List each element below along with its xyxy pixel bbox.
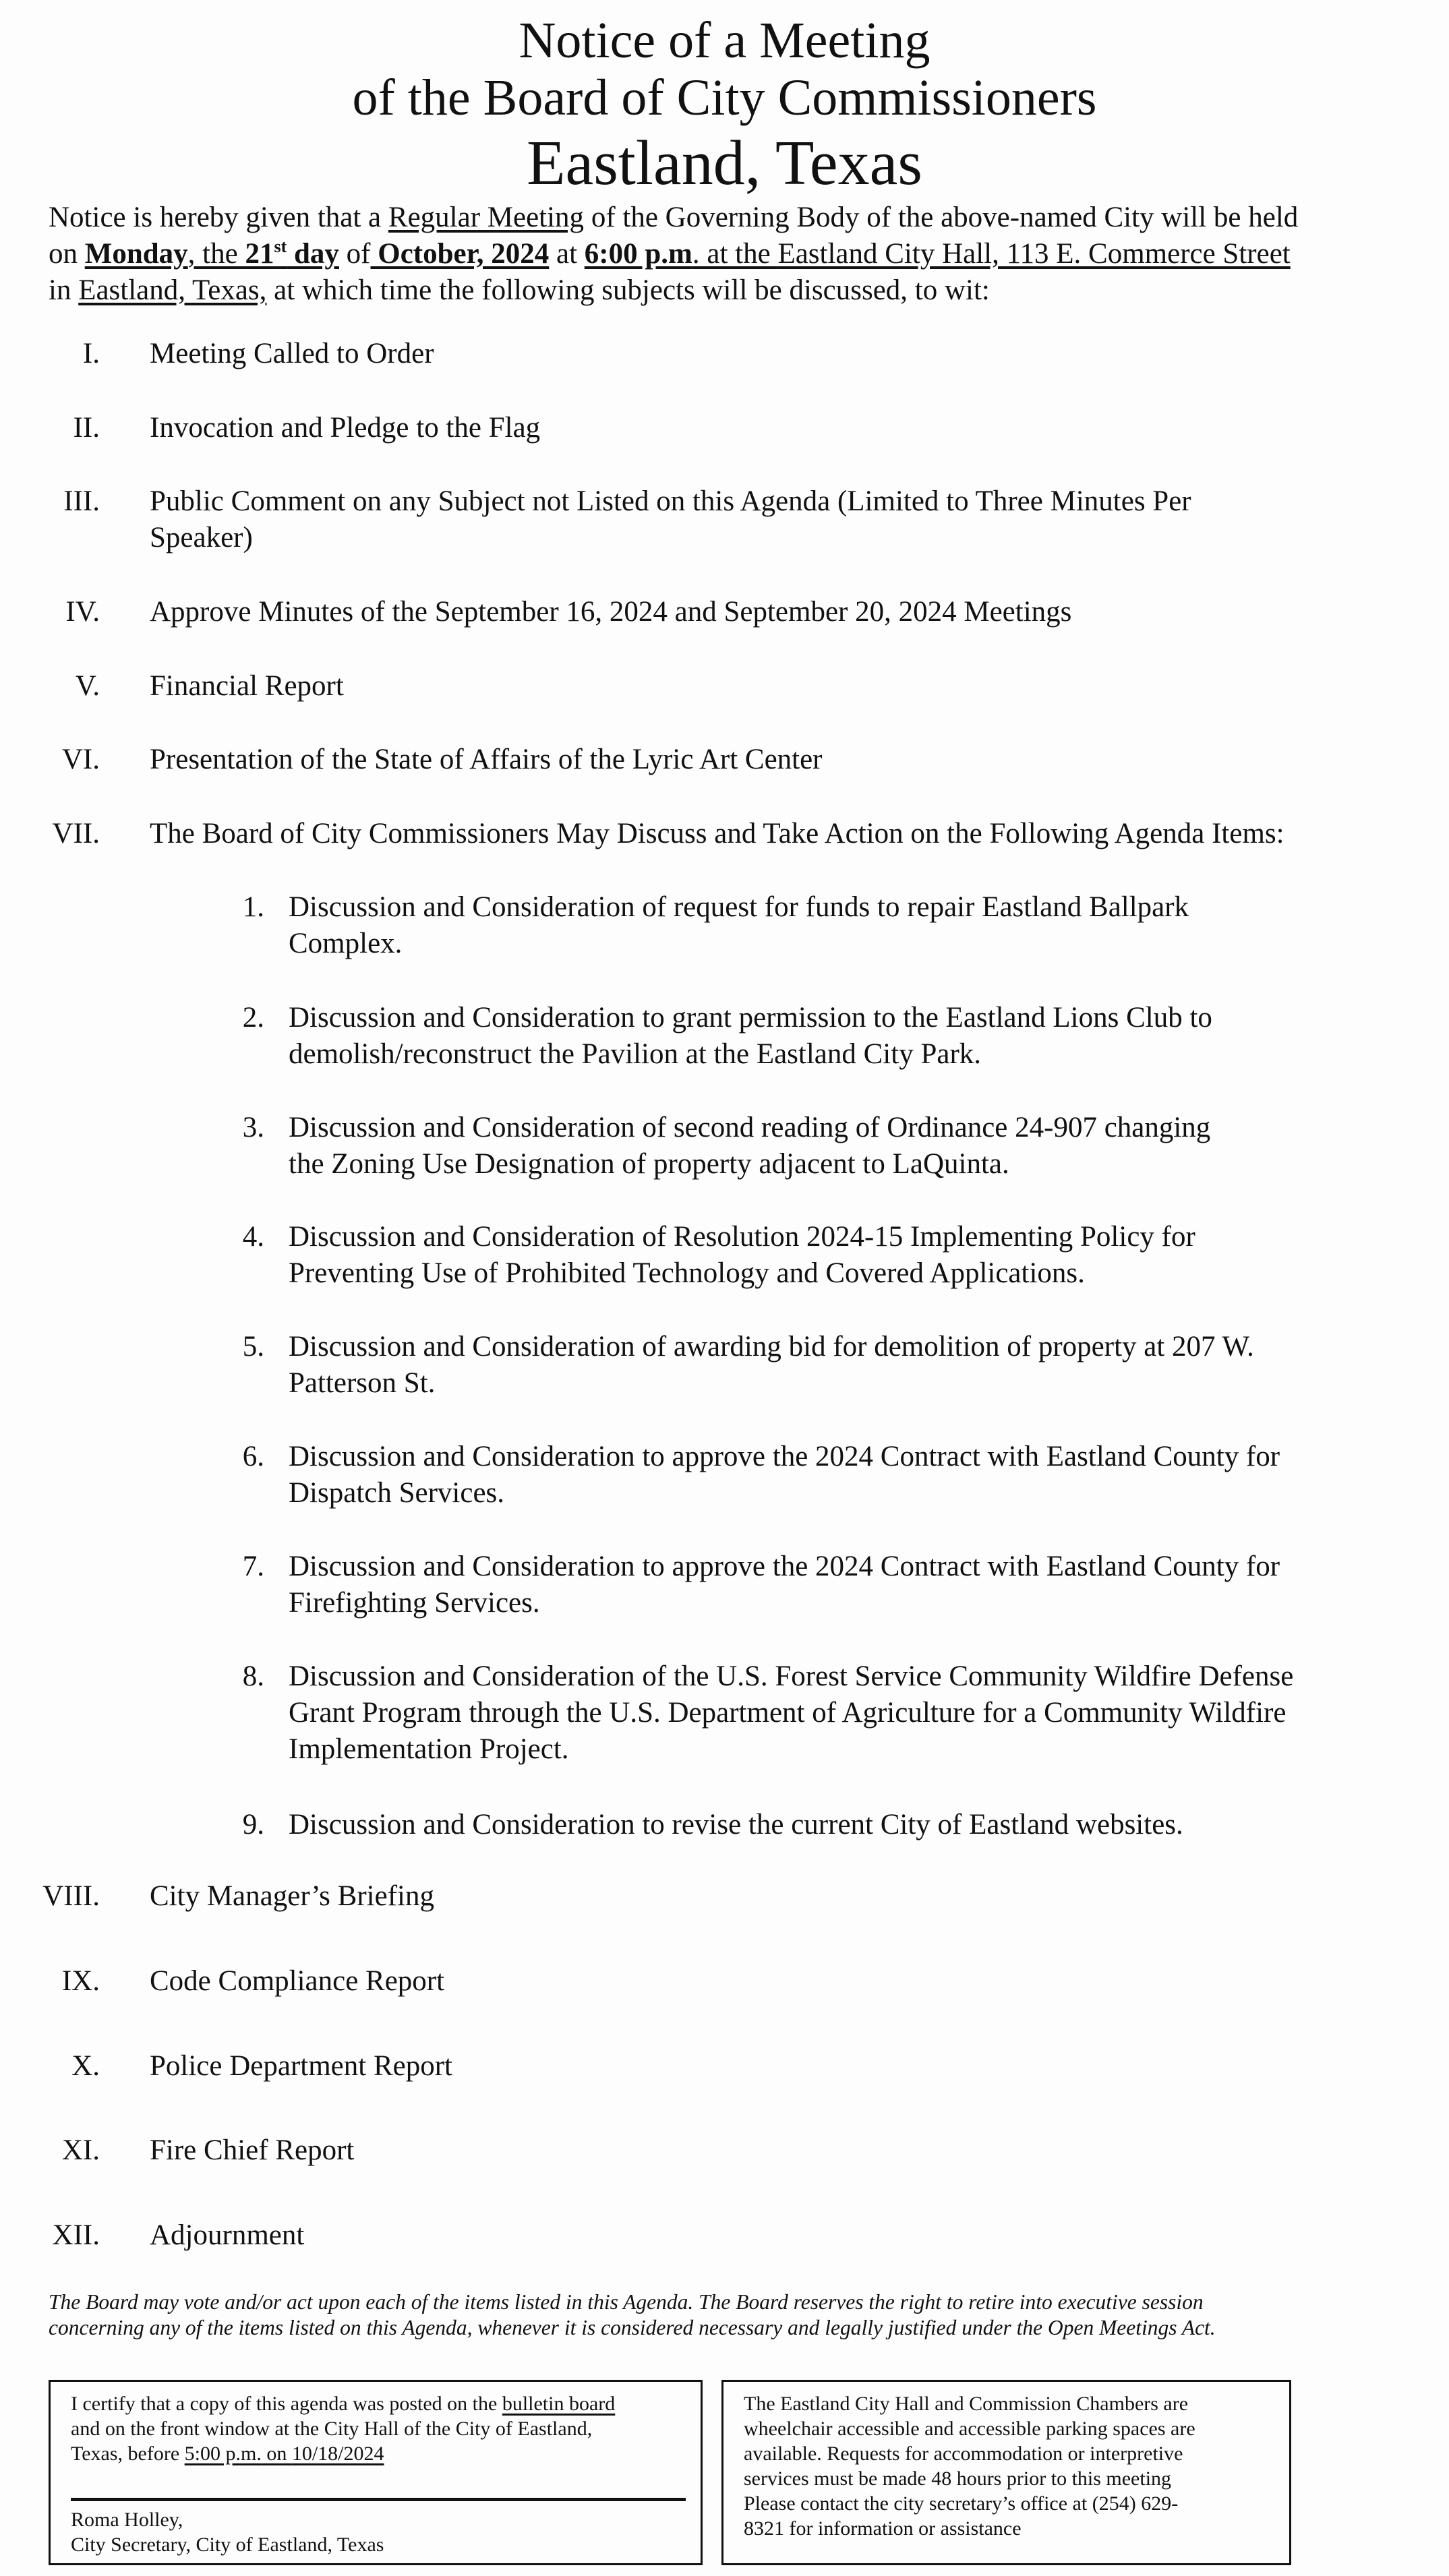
sub-item-text: Complex. xyxy=(289,928,403,959)
intro-text: . at the xyxy=(692,238,778,270)
signature-line xyxy=(71,2498,686,2501)
sub-item-text: Implementation Project. xyxy=(289,1733,569,1765)
meeting-day xyxy=(245,238,338,270)
posting-time: 5:00 p.m. xyxy=(184,2443,262,2465)
agenda-item-text: Fire Chief Report xyxy=(150,2134,355,2166)
agenda-item-text: Financial Report xyxy=(150,670,344,702)
accessibility-line: 8321 for information or assistance xyxy=(744,2517,1022,2540)
accessibility-line: wheelchair accessible and accessible parking spaces are xyxy=(744,2418,1195,2440)
cert-text: and on the front window at the City Hall of the City of Eastland, xyxy=(71,2418,593,2440)
sub-item-text: Discussion and Consideration of the U.S. Forest Service Community Wildfire Defense xyxy=(289,1660,1294,1692)
sub-item-text: Discussion and Consideration of awarding bid for demolition of property at 207 W. xyxy=(289,1331,1254,1362)
intro-text: at xyxy=(549,238,585,270)
agenda-item-number: VI. xyxy=(61,744,100,775)
meeting-notice-paragraph xyxy=(49,200,1404,309)
signer-title: City Secretary, City of Eastland, Texas xyxy=(71,2534,384,2556)
agenda-item-text: Adjournment xyxy=(150,2219,305,2251)
agenda-item-number: II. xyxy=(73,412,100,444)
accessibility-notice-box xyxy=(721,2380,1291,2565)
meeting-type: Regular Meeting xyxy=(388,202,585,233)
agenda-item-text: Speaker) xyxy=(150,522,253,553)
agenda-item-number: X. xyxy=(71,2050,100,2082)
sub-item-text: Discussion and Consideration to approve the 2024 Contract with Eastland County for xyxy=(289,1551,1280,1582)
posting-certification-box xyxy=(49,2380,703,2565)
sub-item-number: 3. xyxy=(242,1112,264,1143)
cert-text: I certify that a copy of this agenda was posted on the xyxy=(71,2393,502,2415)
agenda-item-text: Code Compliance Report xyxy=(150,1965,445,1997)
meeting-month-year: October, 2024 xyxy=(370,238,550,270)
sub-item-text: Grant Program through the U.S. Department of Agriculture for a Community Wildfire xyxy=(289,1697,1287,1729)
day-suffix: st xyxy=(274,237,287,256)
sub-item-text: Discussion and Consideration to approve the 2024 Contract with Eastland County for xyxy=(289,1441,1280,1472)
signer-name: Roma Holley, xyxy=(71,2509,183,2531)
agenda-item-number: III. xyxy=(63,485,100,517)
sub-item-text: Dispatch Services. xyxy=(289,1477,505,1509)
agenda-item-number: IX. xyxy=(61,1965,100,1997)
sub-item-text: Discussion and Consideration of Resolution 2024-15 Implementing Policy for xyxy=(289,1221,1195,1253)
sub-item-text: Discussion and Consideration of second reading of Ordinance 24-907 changing xyxy=(289,1112,1211,1143)
cert-bulletin-board: bulletin board xyxy=(502,2393,616,2415)
sub-item-text: demolish/reconstruct the Pavilion at the Eastland City Park. xyxy=(289,1038,982,1070)
agenda-item-number: V. xyxy=(75,670,100,702)
sub-item-number: 4. xyxy=(242,1221,264,1253)
sub-item-number: 6. xyxy=(242,1441,264,1472)
accessibility-text xyxy=(744,2391,1276,2541)
meeting-location: Eastland City Hall, 113 E. Commerce Street xyxy=(777,238,1291,270)
accessibility-line: Please contact the city secretary’s office at (254) 629- xyxy=(744,2492,1179,2515)
sub-item-text: Patterson St. xyxy=(289,1367,436,1399)
sub-item-number: 1. xyxy=(242,891,264,923)
intro-text: of xyxy=(338,238,371,270)
notice-subtitle: of the Board of City Commissioners xyxy=(352,69,1097,126)
agenda-item-number: VIII. xyxy=(42,1880,100,1912)
notice-title: Notice of a Meeting xyxy=(519,12,930,69)
agenda-item-text: Meeting Called to Order xyxy=(150,338,434,369)
sub-item-number: 9. xyxy=(242,1809,264,1840)
agenda-item-number: XI. xyxy=(61,2134,100,2166)
sub-item-text: Discussion and Consideration of request for funds to repair Eastland Ballpark xyxy=(289,891,1189,923)
agenda-item-number: IV. xyxy=(65,596,100,628)
agenda-item-number: I. xyxy=(82,338,100,369)
intro-text: Notice is hereby given that a xyxy=(49,202,388,233)
agenda-item-text: Public Comment on any Subject not Listed on this Agenda (Limited to Three Minutes Per xyxy=(150,485,1191,517)
sub-item-text: the Zoning Use Designation of property adjacent to LaQuinta. xyxy=(289,1148,1009,1180)
sub-item-number: 7. xyxy=(242,1551,264,1582)
agenda-item-number: XII. xyxy=(52,2219,100,2251)
agenda-item-text: City Manager’s Briefing xyxy=(150,1880,434,1912)
cert-text: on xyxy=(261,2443,292,2465)
agenda-item-text: Presentation of the State of Affairs of the Lyric Art Center xyxy=(150,744,823,775)
agenda-item-text: The Board of City Commissioners May Discuss and Take Action on the Following Agenda Items: xyxy=(150,818,1284,849)
signature-block xyxy=(71,2507,384,2557)
posting-date: 10/18/2024 xyxy=(291,2443,384,2465)
agenda-item-text: Police Department Report xyxy=(150,2050,452,2082)
sub-item-number: 2. xyxy=(242,1002,264,1034)
day-word: day xyxy=(287,238,339,270)
sub-item-number: 8. xyxy=(242,1660,264,1692)
sub-item-text: Firefighting Services. xyxy=(289,1587,540,1619)
intro-text: , the xyxy=(187,238,245,270)
intro-text: in xyxy=(49,274,79,306)
disclaimer-line: The Board may vote and/or act upon each of the items listed in this Agenda. The Board reserves the right to retire into executive session xyxy=(49,2290,1204,2314)
meeting-city: Eastland, Texas, xyxy=(78,274,267,306)
accessibility-line: available. Requests for accommodation or interpretive xyxy=(744,2443,1183,2465)
board-disclaimer xyxy=(49,2289,1411,2341)
agenda-item-text: Approve Minutes of the September 16, 2024 and September 20, 2024 Meetings xyxy=(150,596,1072,628)
cert-text: Texas, before xyxy=(71,2443,185,2465)
certification-text xyxy=(71,2391,691,2466)
sub-item-text: Discussion and Consideration to grant permission to the Eastland Lions Club to xyxy=(289,1002,1212,1034)
disclaimer-line: concerning any of the items listed on this Agenda, whenever it is considered necessary and legally justified under the Open Meetings Act. xyxy=(49,2316,1216,2339)
meeting-day-name: Monday xyxy=(84,238,188,270)
accessibility-line: The Eastland City Hall and Commission Chambers are xyxy=(744,2393,1189,2415)
intro-text: on xyxy=(49,238,85,270)
sub-item-text: Discussion and Consideration to revise the current City of Eastland websites. xyxy=(289,1809,1183,1840)
sub-item-number: 5. xyxy=(242,1331,264,1362)
sub-item-text: Preventing Use of Prohibited Technology and Covered Applications. xyxy=(289,1257,1085,1289)
accessibility-line: services must be made 48 hours prior to this meeting xyxy=(744,2467,1172,2490)
agenda-item-text: Invocation and Pledge to the Flag xyxy=(150,412,541,444)
intro-text: at which time the following subjects will be discussed, to wit: xyxy=(266,274,990,306)
city-name: Eastland, Texas xyxy=(527,128,922,198)
agenda-item-number: VII. xyxy=(52,818,100,849)
day-number: 21 xyxy=(245,238,274,270)
intro-text: of the Governing Body of the above-named City will be held xyxy=(584,202,1299,233)
meeting-time: 6:00 p.m xyxy=(584,238,692,270)
